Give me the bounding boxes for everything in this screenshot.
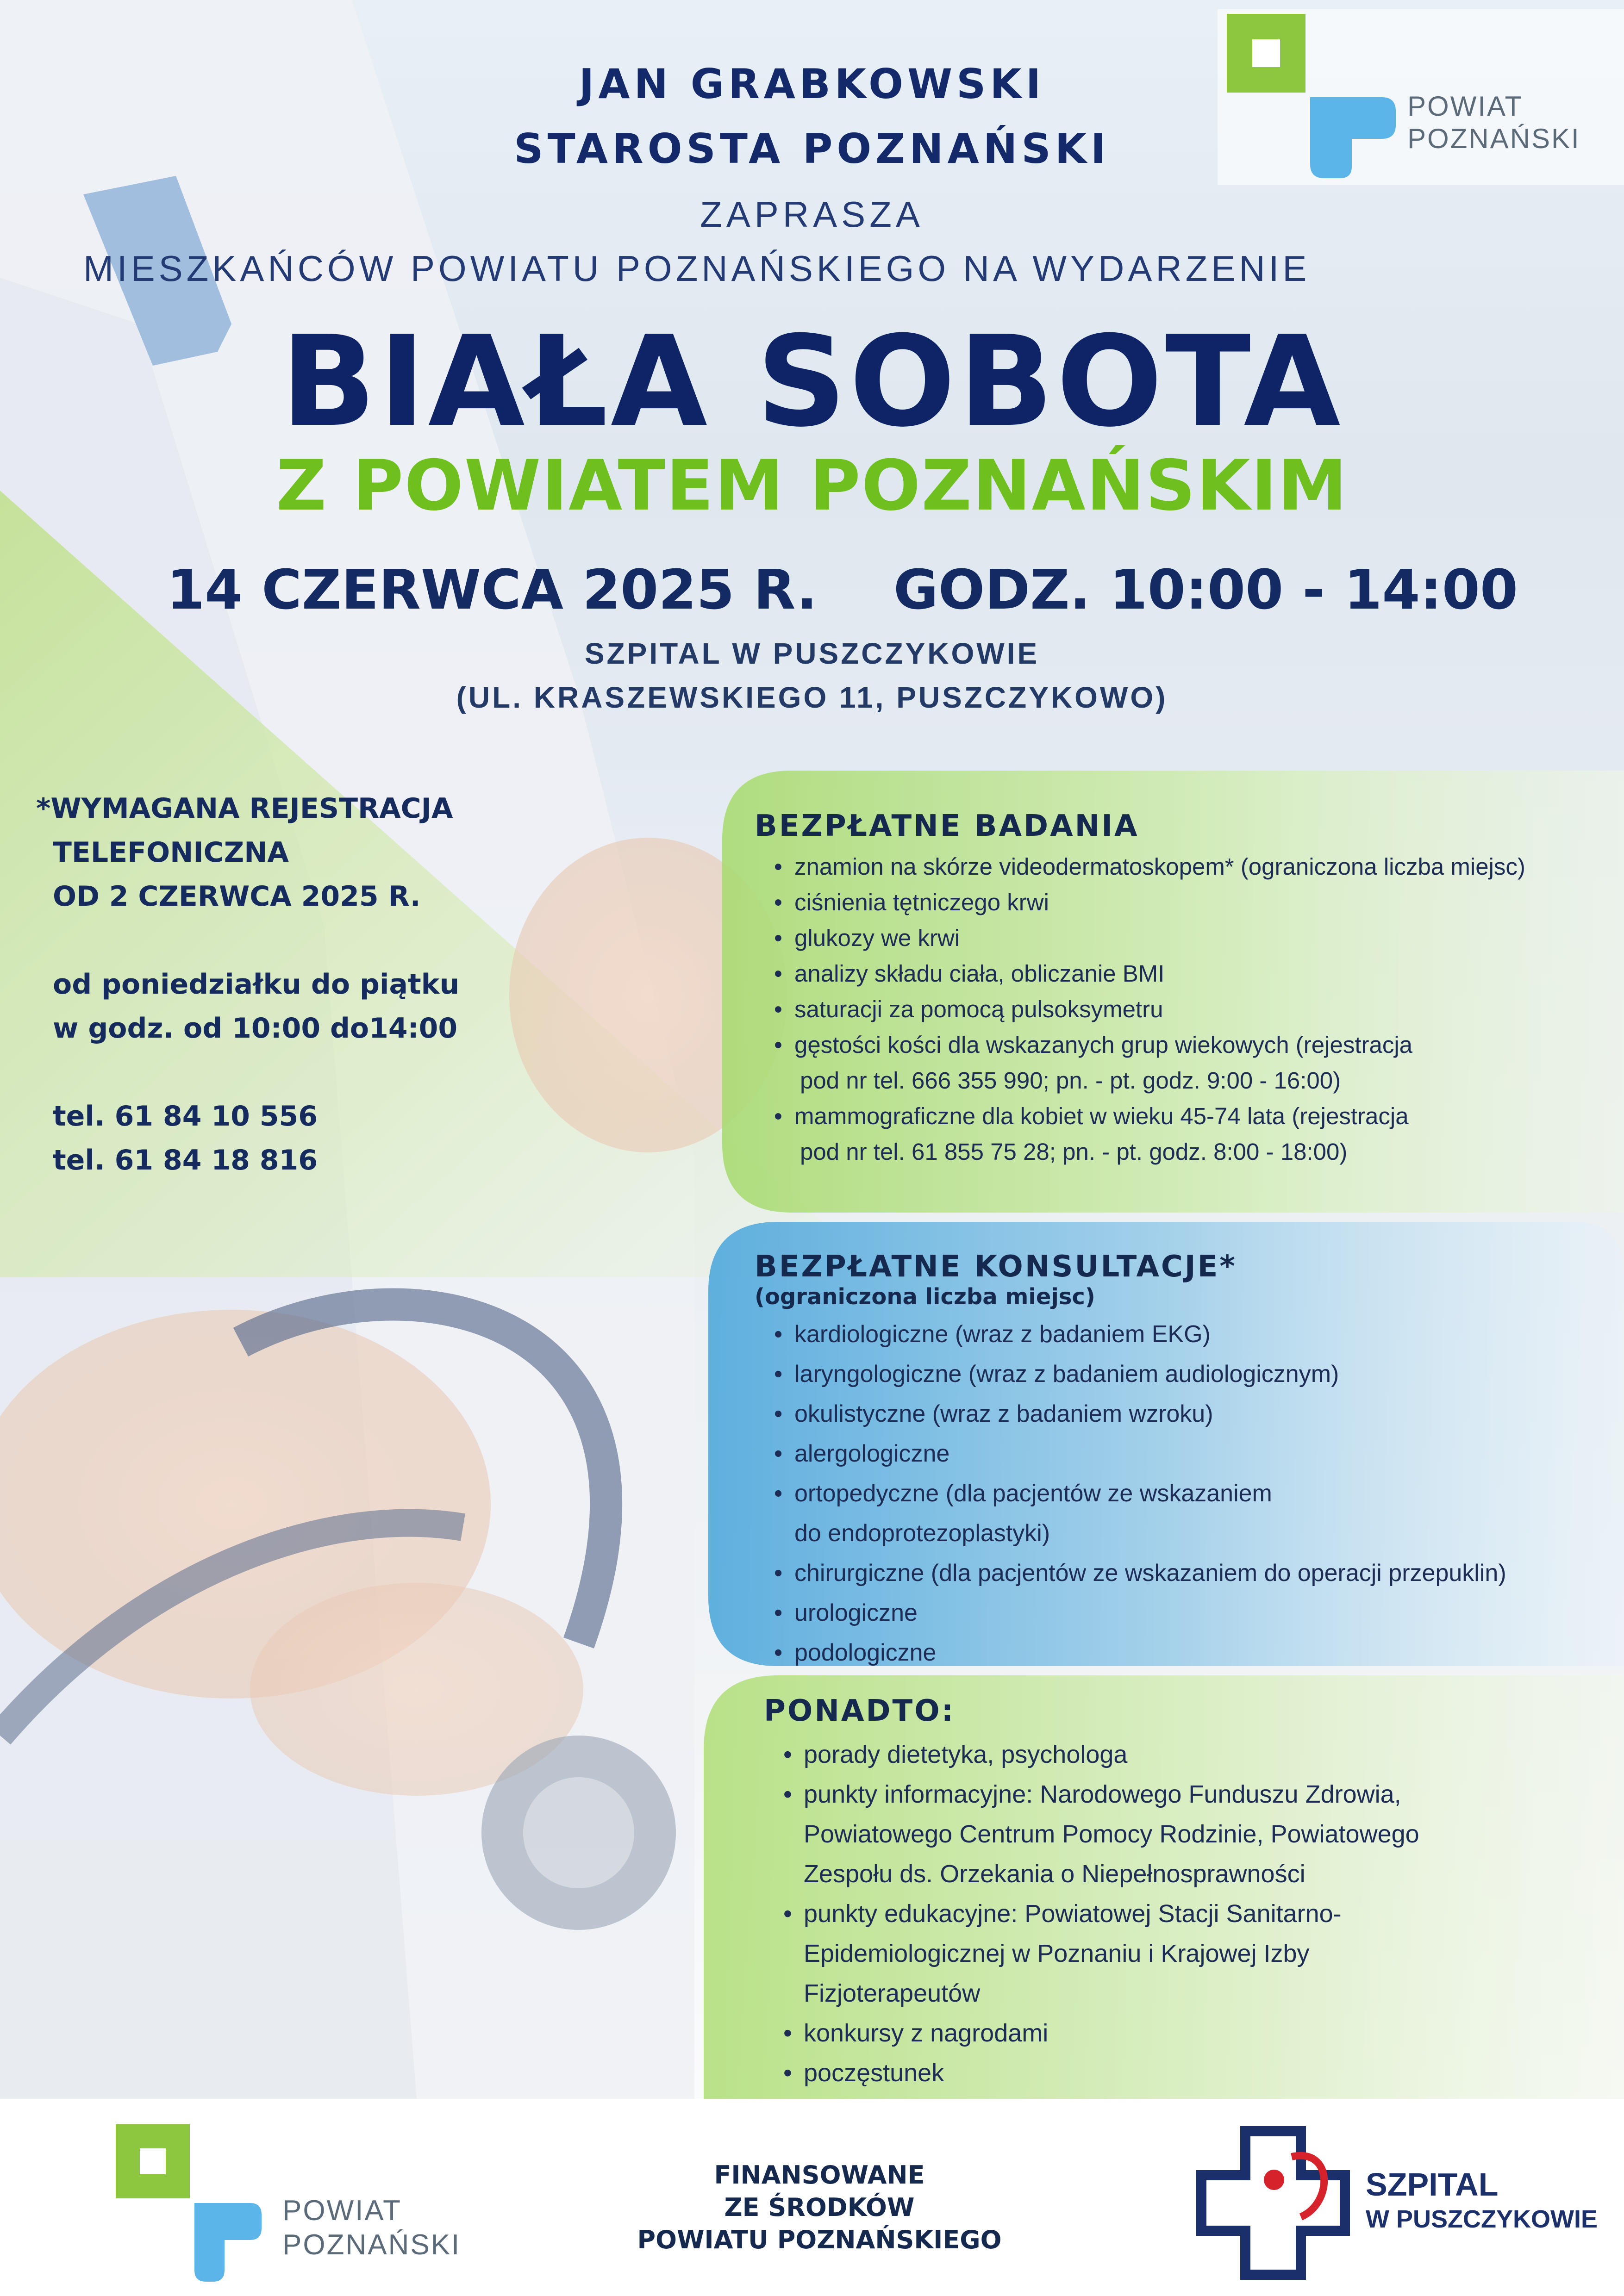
list-item: • urologiczne [768, 1593, 1506, 1633]
list-item: • ciśnienia tętniczego krwi [768, 884, 1525, 920]
event-subtitle: Z POWIATEM POZNAŃSKIM [276, 446, 1348, 526]
list-item: • podologiczne [768, 1633, 1506, 1673]
list-item: • gęstości kości dla wskazanych grup wiekowych (rejestracja [768, 1027, 1525, 1063]
registration-days: od poniedziałku do piątku [53, 968, 460, 1001]
organizer-name: JAN GRABKOWSKI [579, 60, 1045, 108]
list-item-continuation: Zespołu ds. Orzekania o Niepełnosprawności [804, 1860, 1305, 1888]
event-address: (UL. KRASZEWSKIEGO 11, PUSZCZYKOWO) [456, 681, 1168, 714]
list-item: • saturacji za pomocą pulsoksymetru [768, 991, 1525, 1027]
list-item-continuation: pod nr tel. 61 855 75 28; pn. - pt. godz. 8:00 - 18:00) [800, 1139, 1348, 1165]
free-consultations-note: (ograniczona liczba miejsc) [755, 1284, 1095, 1310]
funding-note: FINANSOWANE ZE ŚRODKÓW POWIATU POZNAŃSKIEGO [637, 2160, 1002, 2254]
event-place: SZPITAL W PUSZCZYKOWIE [584, 637, 1040, 670]
hospital-logo-text: SZPITAL W PUSZCZYKOWIE [1366, 2166, 1598, 2233]
phone-2: tel. 61 84 18 816 [53, 1144, 318, 1176]
list-item-continuation: Epidemiologicznej w Poznaniu i Krajowej Izby [804, 1940, 1310, 1967]
list-item-continuation: Powiatowego Centrum Pomocy Rodzinie, Powiatowego [804, 1820, 1419, 1848]
list-item: • punkty informacyjne: Narodowego Funduszu Zdrowia, [778, 1774, 1419, 1814]
registration-line-1: *WYMAGANA REJESTRACJA [36, 792, 453, 825]
free-exams-list [768, 849, 1525, 1170]
list-item: • chirurgiczne (dla pacjentów ze wskazaniem do operacji przepuklin) [768, 1553, 1506, 1593]
free-consultations-panel [755, 1250, 1506, 1673]
registration-info [36, 787, 568, 1182]
list-item-continuation: do endoprotezoplastyki) [794, 1520, 1050, 1547]
list-item: • analizy składu ciała, obliczanie BMI [768, 956, 1525, 991]
list-item: • poczęstunek [778, 2053, 1419, 2093]
registration-line-3: OD 2 CZERWCA 2025 R. [53, 880, 421, 913]
list-item: • laryngologiczne (wraz z badaniem audiologicznym) [768, 1354, 1506, 1394]
event-date: 14 CZERWCA 2025 R. [167, 558, 818, 622]
phone-1: tel. 61 84 10 556 [53, 1100, 318, 1132]
event-title: BIAŁA SOBOTA [281, 309, 1343, 454]
moreover-list [778, 1735, 1419, 2093]
list-item: • konkursy z nagrodami [778, 2013, 1419, 2053]
list-item: • mammograficzne dla kobiet w wieku 45-74 lata (rejestracja [768, 1098, 1525, 1134]
list-item: • ortopedyczne (dla pacjentów ze wskazaniem [768, 1474, 1506, 1513]
invites-text: ZAPRASZA [700, 194, 924, 235]
list-item: • alergologiczne [768, 1434, 1506, 1474]
list-item: • kardiologiczne (wraz z badaniem EKG) [768, 1314, 1506, 1354]
free-consultations-list [768, 1314, 1506, 1673]
list-item: • porady dietetyka, psychologa [778, 1735, 1419, 1774]
free-exams-panel [755, 809, 1525, 1170]
list-item: • punkty edukacyjne: Powiatowej Stacji Sanitarno- [778, 1894, 1419, 1934]
free-exams-title: BEZPŁATNE BADANIA [755, 809, 1139, 843]
moreover-panel [764, 1694, 1419, 2093]
registration-hours: w godz. od 10:00 do14:00 [53, 1012, 458, 1045]
list-item-continuation: pod nr tel. 666 355 990; pn. - pt. godz. 9:00 - 16:00) [800, 1067, 1341, 1094]
organizer-title: STAROSTA POZNAŃSKI [514, 125, 1110, 173]
list-item: • okulistyczne (wraz z badaniem wzroku) [768, 1394, 1506, 1434]
registration-line-2: TELEFONICZNA [53, 836, 289, 869]
list-item: • glukozy we krwi [768, 920, 1525, 956]
list-item-continuation: Fizjoterapeutów [804, 1979, 981, 2007]
event-time: GODZ. 10:00 - 14:00 [893, 558, 1518, 622]
powiat-logo-top: POWIAT POZNAŃSKI [1407, 91, 1580, 154]
free-consultations-title: BEZPŁATNE KONSULTACJE* [755, 1250, 1237, 1284]
powiat-logo-footer: POWIAT POZNAŃSKI [282, 2195, 461, 2261]
list-item: • znamion na skórze videodermatoskopem* (ograniczona liczba miejsc) [768, 849, 1525, 884]
residents-text: MIESZKAŃCÓW POWIATU POZNAŃSKIEGO NA WYDARZENIE [83, 248, 1311, 289]
moreover-title: PONADTO: [764, 1694, 956, 1728]
